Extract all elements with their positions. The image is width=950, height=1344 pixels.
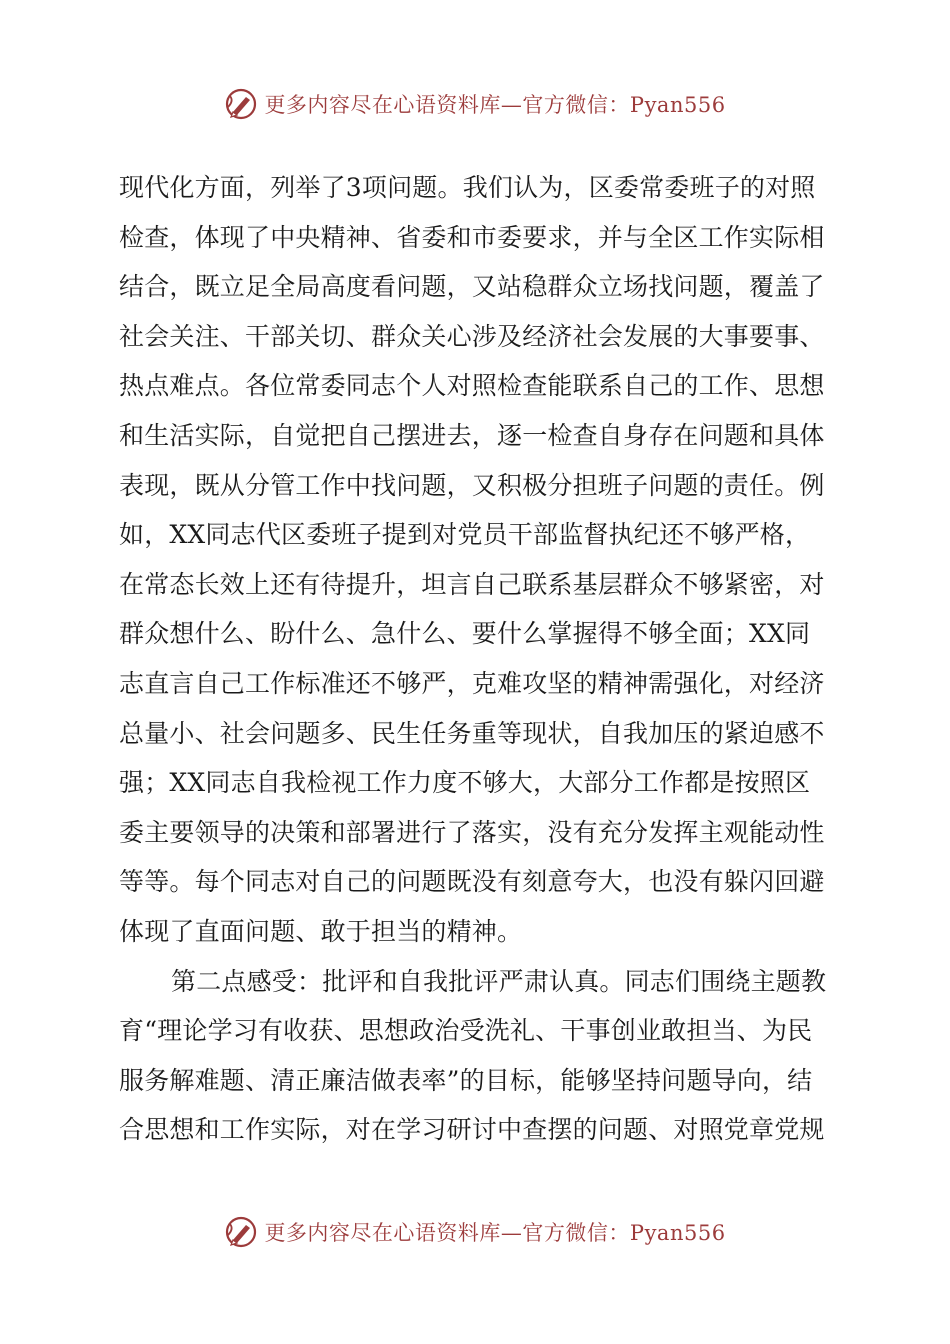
text-line: 和生活实际，自觉把自己摆进去，逐一检查自身存在问题和具体 (119, 420, 825, 450)
text-line: 合思想和工作实际，对在学习研讨中查摆的问题、对照党章党规 (119, 1115, 825, 1145)
header-banner (0, 84, 950, 124)
text-line: 委主要领导的决策和部署进行了落实，没有充分发挥主观能动性 (119, 817, 825, 847)
text-line: 在常态长效上还有待提升，坦言自己联系基层群众不够紧密，对 (119, 569, 825, 599)
text-line: 第二点感受：批评和自我批评严肃认真。同志们围绕主题教 (171, 966, 827, 996)
text-line: 强；XX同志自我检视工作力度不够大，大部分工作都是按照区 (119, 768, 811, 798)
header-banner-text: 更多内容尽在心语资料库—官方微信：Pyan556 (264, 93, 726, 117)
text-line: 现代化方面，列举了3项问题。我们认为，区委常委班子的对照 (119, 173, 816, 202)
text-line: 检查，体现了中央精神、省委和市委要求，并与全区工作实际相 (119, 222, 825, 252)
text-line: 等等。每个同志对自己的问题既没有刻意夸大，也没有躲闪回避 (119, 867, 825, 897)
text-line: 总量小、社会问题多、民生任务重等现状，自我加压的紧迫感不 (119, 718, 825, 748)
pen-logo-icon (224, 87, 258, 121)
text-line: 体现了直面问题、敢于担当的精神。 (119, 916, 523, 946)
text-line: 志直言自己工作标准还不够严，克难攻坚的精神需强化，对经济 (119, 668, 825, 698)
text-line: 如，XX同志代区委班子提到对党员干部监督执纪还不够严格， (119, 520, 811, 550)
text-line: 热点难点。各位常委同志个人对照检查能联系自己的工作、思想 (119, 371, 825, 401)
text-line: 结合，既立足全局高度看问题，又站稳群众立场找问题，覆盖了 (119, 272, 825, 302)
text-line: 社会关注、干部关切、群众关心涉及经济社会发展的大事要事、 (119, 321, 825, 351)
document-body (119, 163, 835, 1155)
text-line: 群众想什么、盼什么、急什么、要什么掌握得不够全面；XX同 (119, 619, 811, 649)
footer-banner-text: 更多内容尽在心语资料库—官方微信：Pyan556 (264, 1221, 726, 1245)
text-line: 服务解难题、清正廉洁做表率”的目标，能够坚持问题导向，结 (119, 1065, 813, 1095)
footer-banner (0, 1212, 950, 1252)
text-line: 表现，既从分管工作中找问题，又积极分担班子问题的责任。例 (119, 470, 825, 500)
pen-logo-icon (224, 1215, 258, 1249)
text-line: 育“理论学习有收获、思想政治受洗礼、干事创业敢担当、为民 (119, 1016, 813, 1046)
